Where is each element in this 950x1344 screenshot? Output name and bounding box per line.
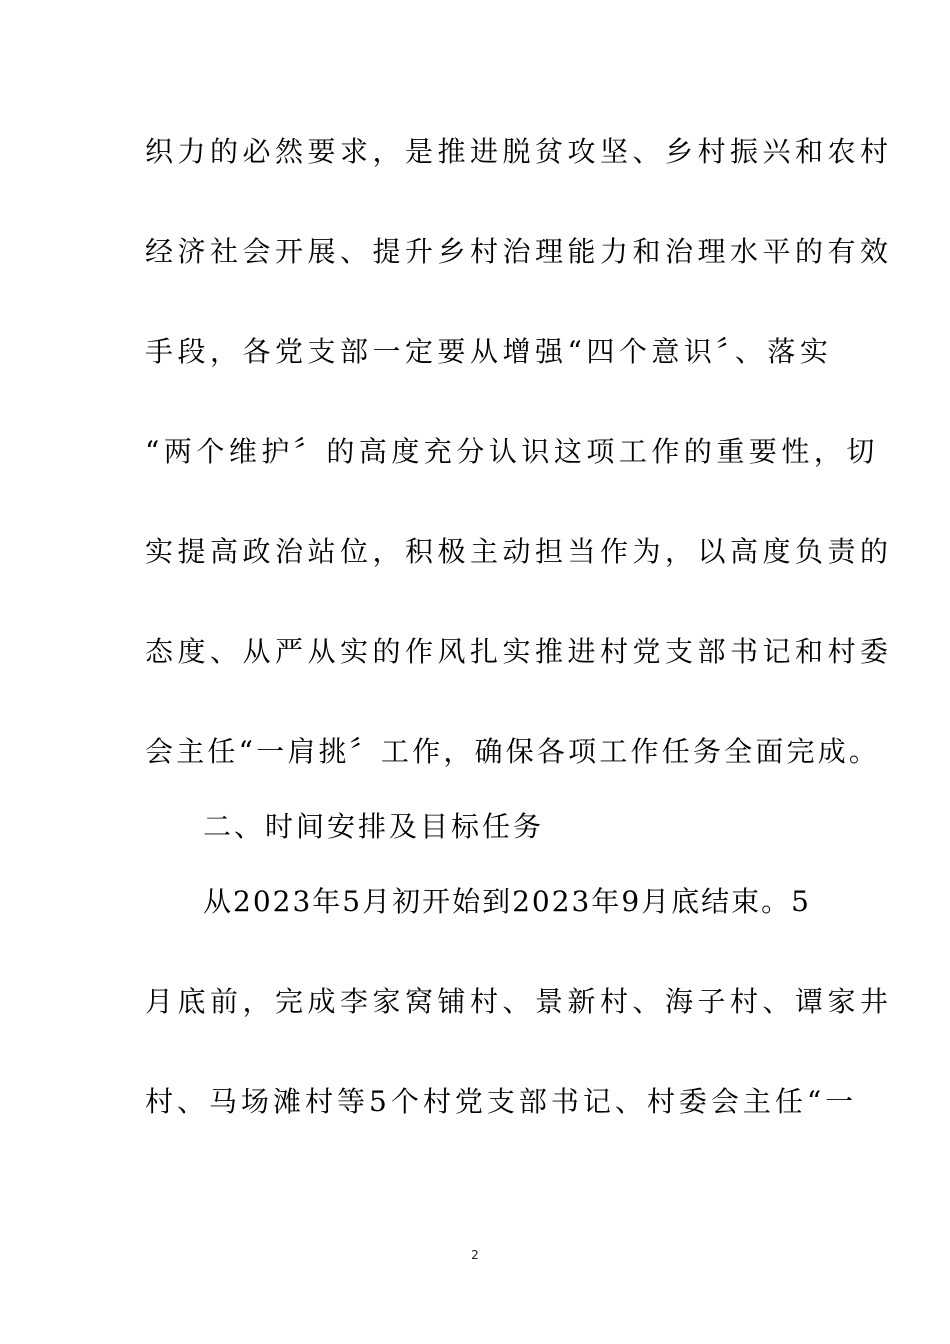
body-text-line: “两个维护〞的高度充分认识这项工作的重要性，切 [145, 435, 879, 468]
body-text-line: 织力的必然要求，是推进脱贫攻坚、乡村振兴和农村 [145, 135, 893, 168]
body-text-line: 手段，各党支部一定要从增强“四个意识〞、落实 [145, 335, 833, 368]
body-text-line: 村、马场滩村等5个村党支部书记、村委会主任“一 [145, 1085, 858, 1118]
page-number: 2 [471, 1248, 479, 1262]
body-text-line: 态度、从严从实的作风扎实推进村党支部书记和村委 [145, 635, 893, 668]
body-text-line: 会主任“一肩挑〞工作，确保各项工作任务全面完成。 [145, 735, 881, 768]
body-text-line: 月底前，完成李家窝铺村、景新村、海子村、谭家井 [145, 985, 893, 1018]
body-text-line: 经济社会开展、提升乡村治理能力和治理水平的有效 [145, 235, 893, 268]
section-heading: 二、时间安排及目标任务 [203, 810, 545, 843]
body-text-line: 从2023年5月初开始到2023年9月底结束。5 [203, 885, 811, 918]
body-text-line: 实提高政治站位，积极主动担当作为，以高度负责的 [145, 535, 893, 568]
